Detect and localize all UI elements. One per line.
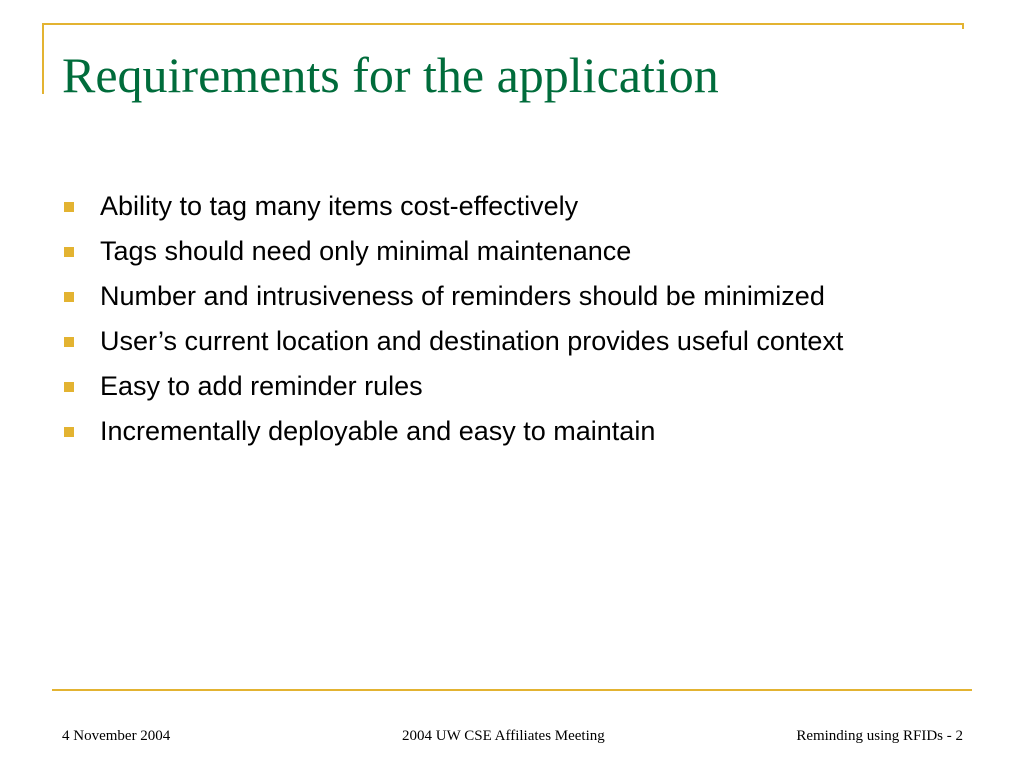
square-bullet-icon bbox=[64, 382, 74, 392]
bullet-item bbox=[64, 319, 984, 364]
square-bullet-icon bbox=[64, 247, 74, 257]
bullet-item bbox=[64, 184, 984, 229]
footer-divider bbox=[52, 689, 972, 691]
footer-date: 4 November 2004 bbox=[62, 728, 171, 744]
bullet-text: Incrementally deployable and easy to maintain bbox=[100, 416, 656, 446]
square-bullet-icon bbox=[64, 202, 74, 212]
bullet-item bbox=[64, 364, 984, 409]
bullet-text: Easy to add reminder rules bbox=[100, 371, 423, 401]
accent-line-right bbox=[962, 23, 964, 29]
bullet-item bbox=[64, 274, 984, 319]
square-bullet-icon bbox=[64, 337, 74, 347]
bullet-item bbox=[64, 409, 984, 454]
bullet-item bbox=[64, 229, 984, 274]
bullet-text: Tags should need only minimal maintenance bbox=[100, 236, 632, 266]
bullet-text: User’s current location and destination provides useful context bbox=[100, 326, 844, 356]
footer-event: 2004 UW CSE Affiliates Meeting bbox=[402, 728, 605, 744]
accent-line-top bbox=[42, 23, 964, 25]
square-bullet-icon bbox=[64, 292, 74, 302]
footer-page-number: Reminding using RFIDs - 2 bbox=[796, 728, 963, 744]
square-bullet-icon bbox=[64, 427, 74, 437]
slide-title: Requirements for the application bbox=[62, 47, 719, 103]
bullet-text: Ability to tag many items cost-effectively bbox=[100, 191, 579, 221]
accent-line-left bbox=[42, 23, 44, 94]
bullet-list bbox=[64, 184, 984, 454]
bullet-text: Number and intrusiveness of reminders should be minimized bbox=[100, 281, 825, 311]
